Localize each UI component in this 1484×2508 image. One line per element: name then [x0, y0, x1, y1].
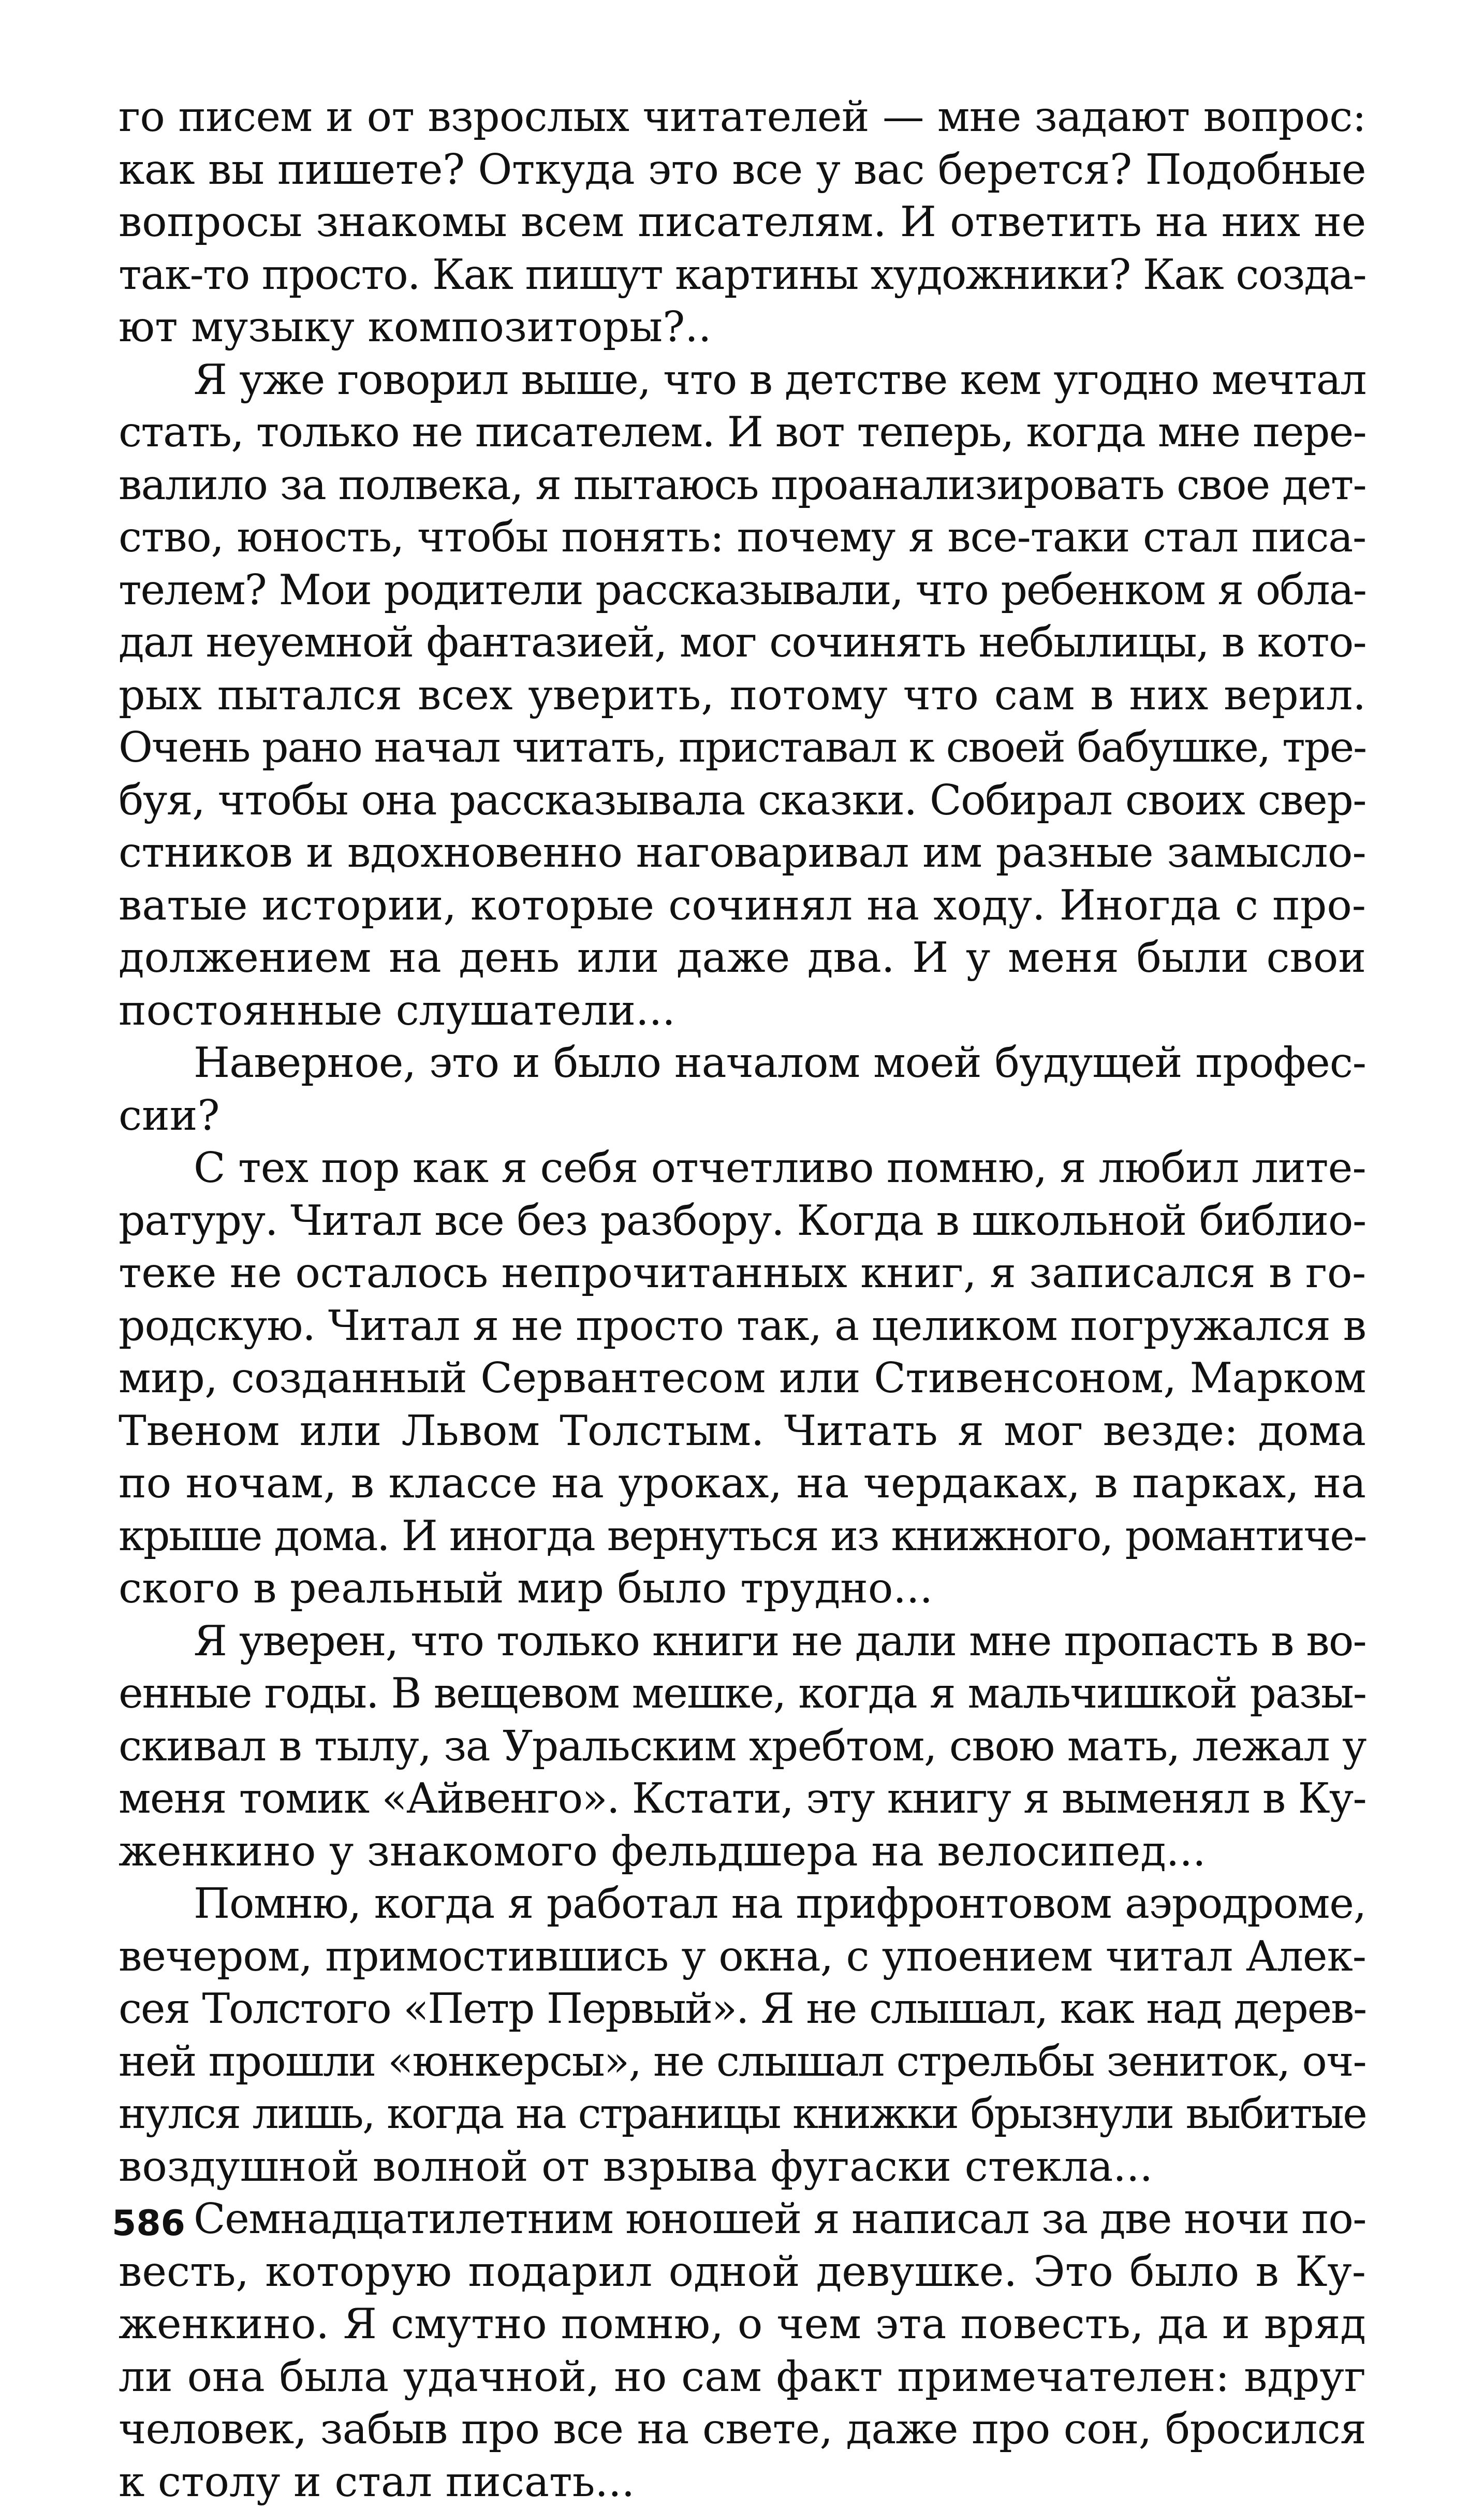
body-text [119, 91, 1366, 2508]
text-line: теке не осталось непрочитанных книг, я записался в го- [119, 1247, 1366, 1300]
text-line: нулся лишь, когда на страницы книжки брызнули выбитые [119, 2088, 1366, 2140]
text-line: вечером, примостившись у окна, с упоением читал Алек- [119, 1930, 1366, 1983]
text-line: воздушной волной от взрыва фугаски стекла... [119, 2140, 1366, 2193]
text-line: го писем и от взрослых читателей — мне задают вопрос: [119, 91, 1366, 143]
text-line: дал неуемной фантазией, мог сочинять небылицы, в кото- [119, 616, 1366, 669]
text-line: по ночам, в классе на уроках, на чердаках, в парках, на [119, 1457, 1366, 1510]
page-number: 586 [112, 2203, 185, 2244]
text-line: енные годы. В вещевом мешке, когда я мальчишкой разы- [119, 1667, 1366, 1720]
text-line: Наверное, это и было началом моей будущей профес- [119, 1037, 1366, 1089]
text-line: женкино. Я смутно помню, о чем эта повесть, да и вряд [119, 2298, 1366, 2351]
text-line: ют музыку композиторы?.. [119, 301, 1366, 354]
text-line: рых пытался всех уверить, потому что сам в них верил. [119, 669, 1366, 722]
text-line: человек, забыв про все на свете, даже про сон, бросился [119, 2403, 1366, 2456]
text-line: стать, только не писателем. И вот теперь, когда мне пере- [119, 406, 1366, 459]
text-line: ство, юность, чтобы понять: почему я все-таки стал писа- [119, 511, 1366, 564]
text-line: должением на день или даже два. И у меня были свои [119, 931, 1366, 984]
text-line: ратуру. Читал все без разбору. Когда в школьной библио- [119, 1194, 1366, 1247]
text-line: меня томик «Айвенго». Кстати, эту книгу я выменял в Ку- [119, 1772, 1366, 1825]
text-line: скивал в тылу, за Уральским хребтом, свою мать, лежал у [119, 1720, 1366, 1773]
text-line: ней прошли «юнкерсы», не слышал стрельбы зениток, оч- [119, 2035, 1366, 2088]
text-line: стников и вдохновенно наговаривал им разные замысло- [119, 826, 1366, 879]
text-line: мир, созданный Сервантесом или Стивенсоном, Марком [119, 1352, 1366, 1405]
text-line: к столу и стал писать... [119, 2456, 1366, 2508]
text-line: весть, которую подарил одной девушке. Это было в Ку- [119, 2245, 1366, 2298]
text-line: сея Толстого «Петр Первый». Я не слышал, как над дерев- [119, 1982, 1366, 2035]
text-line: телем? Мои родители рассказывали, что ребенком я обла- [119, 564, 1366, 617]
text-line: так-то просто. Как пишут картины художники? Как созда- [119, 249, 1366, 301]
text-line: постоянные слушатели... [119, 984, 1366, 1037]
text-line: Я уверен, что только книги не дали мне пропасть в во- [119, 1615, 1366, 1668]
text-line: вопросы знакомы всем писателям. И ответить на них не [119, 196, 1366, 249]
text-line: Я уже говорил выше, что в детстве кем угодно мечтал [119, 354, 1366, 406]
text-line: ского в реальный мир было трудно... [119, 1562, 1366, 1615]
text-line: Помню, когда я работал на прифронтовом аэродроме, [119, 1877, 1366, 1930]
text-line: Семнадцатилетним юношей я написал за две ночи по- [119, 2193, 1366, 2245]
text-line: как вы пишете? Откуда это все у вас берется? Подобные [119, 143, 1366, 196]
text-line: крыше дома. И иногда вернуться из книжного, романтиче- [119, 1510, 1366, 1563]
text-line: ли она была удачной, но сам факт примечателен: вдруг [119, 2351, 1366, 2403]
text-line: ватые истории, которые сочинял на ходу. Иногда с про- [119, 879, 1366, 932]
text-line: родскую. Читал я не просто так, а целиком погружался в [119, 1300, 1366, 1352]
text-line: буя, чтобы она рассказывала сказки. Собирал своих свер- [119, 774, 1366, 827]
text-line: Твеном или Львом Толстым. Читать я мог везде: дома [119, 1405, 1366, 1457]
text-line: С тех пор как я себя отчетливо помню, я любил лите- [119, 1142, 1366, 1194]
text-line: валило за полвека, я пытаюсь проанализировать свое дет- [119, 459, 1366, 512]
text-line: сии? [119, 1089, 1366, 1142]
text-line: женкино у знакомого фельдшера на велосипед... [119, 1825, 1366, 1878]
text-line: Очень рано начал читать, приставал к своей бабушке, тре- [119, 721, 1366, 774]
